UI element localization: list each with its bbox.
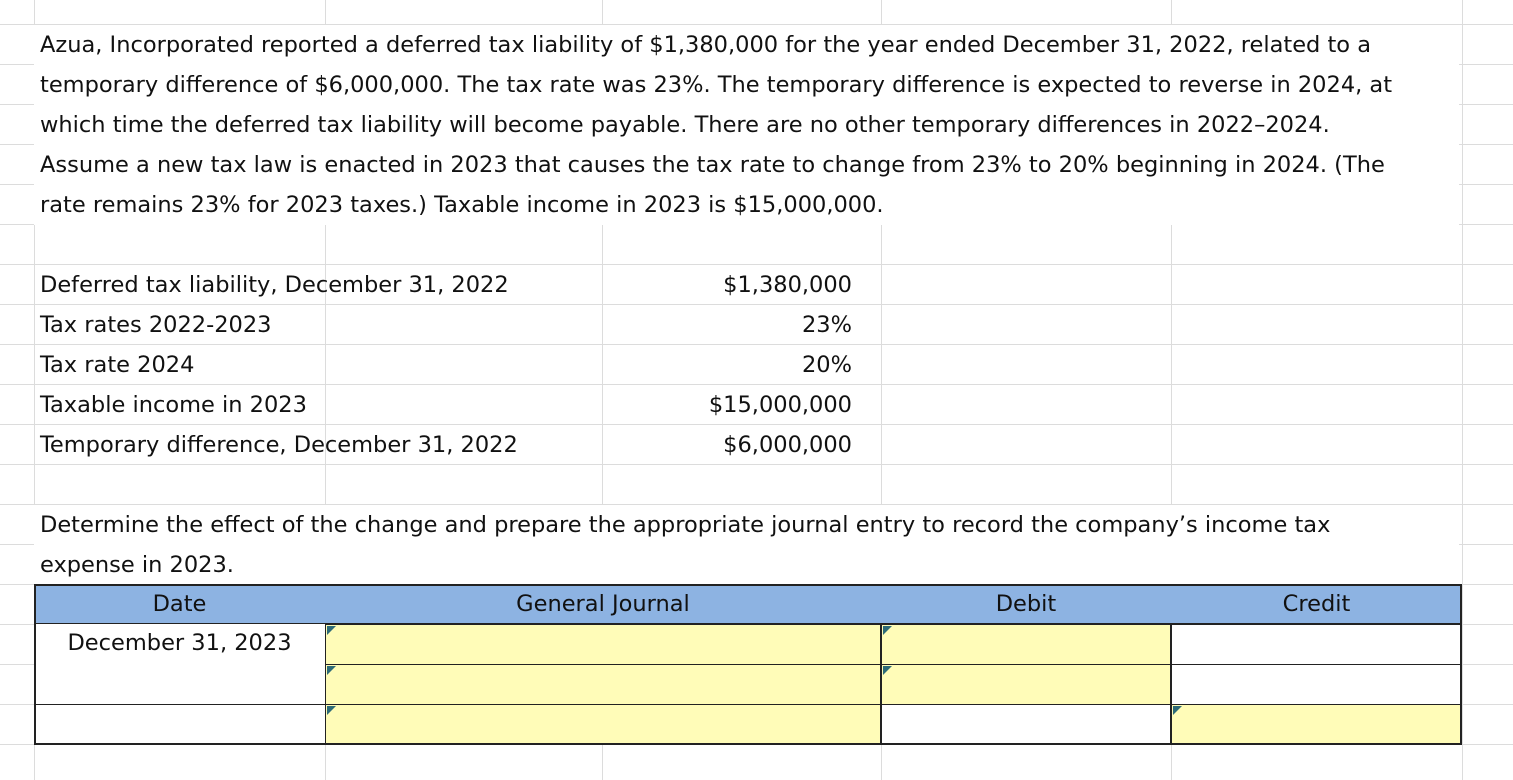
date-cell[interactable] [34,664,325,705]
input-marker-icon [1173,706,1182,715]
debit-input[interactable] [881,624,1171,665]
debit-input[interactable] [881,664,1171,705]
given-label-tax-rate-2024[interactable]: Tax rate 2024 [40,352,195,378]
problem-line: rate remains 23% for 2023 taxes.) Taxable income in 2023 is $15,000,000. [40,192,884,218]
problem-line: Azua, Incorporated reported a deferred tax liability of $1,380,000 for the year ended December 31, 2022, related to a [40,32,1372,58]
problem-statement[interactable] [34,25,1459,225]
header-date: Date [152,591,207,617]
account-input[interactable] [325,664,881,705]
input-marker-icon [327,666,336,675]
journal-entry-table [34,584,1462,745]
credit-input[interactable] [1171,704,1462,745]
account-input[interactable] [325,704,881,745]
credit-cell[interactable] [1171,664,1462,705]
account-input[interactable] [325,624,881,665]
input-marker-icon [883,666,892,675]
input-marker-icon [327,626,336,635]
input-marker-icon [883,626,892,635]
header-credit: Credit [1282,591,1351,617]
instruction-line: Determine the effect of the change and prepare the appropriate journal entry to record the company’s income tax [40,512,1331,538]
given-value-tax-rates-2022-2023[interactable]: 23% [801,312,852,338]
given-label-temporary-difference[interactable]: Temporary difference, December 31, 2022 [40,432,518,458]
given-value-temporary-difference[interactable]: $6,000,000 [723,432,852,458]
problem-line: temporary difference of $6,000,000. The tax rate was 23%. The temporary difference is expected to reverse in 2024, at [40,72,1393,98]
instruction-text[interactable] [34,505,1459,585]
given-value-taxable-income-2023[interactable]: $15,000,000 [708,392,852,418]
given-label-taxable-income-2023[interactable]: Taxable income in 2023 [40,392,307,418]
given-label-deferred-tax-liability[interactable]: Deferred tax liability, December 31, 2022 [40,272,509,298]
input-marker-icon [327,706,336,715]
header-debit: Debit [995,591,1057,617]
date-cell[interactable] [34,704,325,745]
date-cell[interactable]: December 31, 2023 [34,624,325,665]
given-label-tax-rates-2022-2023[interactable]: Tax rates 2022-2023 [40,312,272,338]
header-general-journal: General Journal [516,591,690,617]
problem-line: which time the deferred tax liability will become payable. There are no other temporary differences in 2022–2024. [40,112,1330,138]
problem-line: Assume a new tax law is enacted in 2023 that causes the tax rate to change from 23% to 20% beginning in 2024. (The [40,152,1385,178]
given-value-tax-rate-2024[interactable]: 20% [801,352,852,378]
debit-cell[interactable] [881,704,1171,745]
credit-cell[interactable] [1171,624,1462,665]
given-value-deferred-tax-liability[interactable]: $1,380,000 [723,272,852,298]
instruction-line: expense in 2023. [40,552,234,578]
gridline [1462,0,1463,780]
